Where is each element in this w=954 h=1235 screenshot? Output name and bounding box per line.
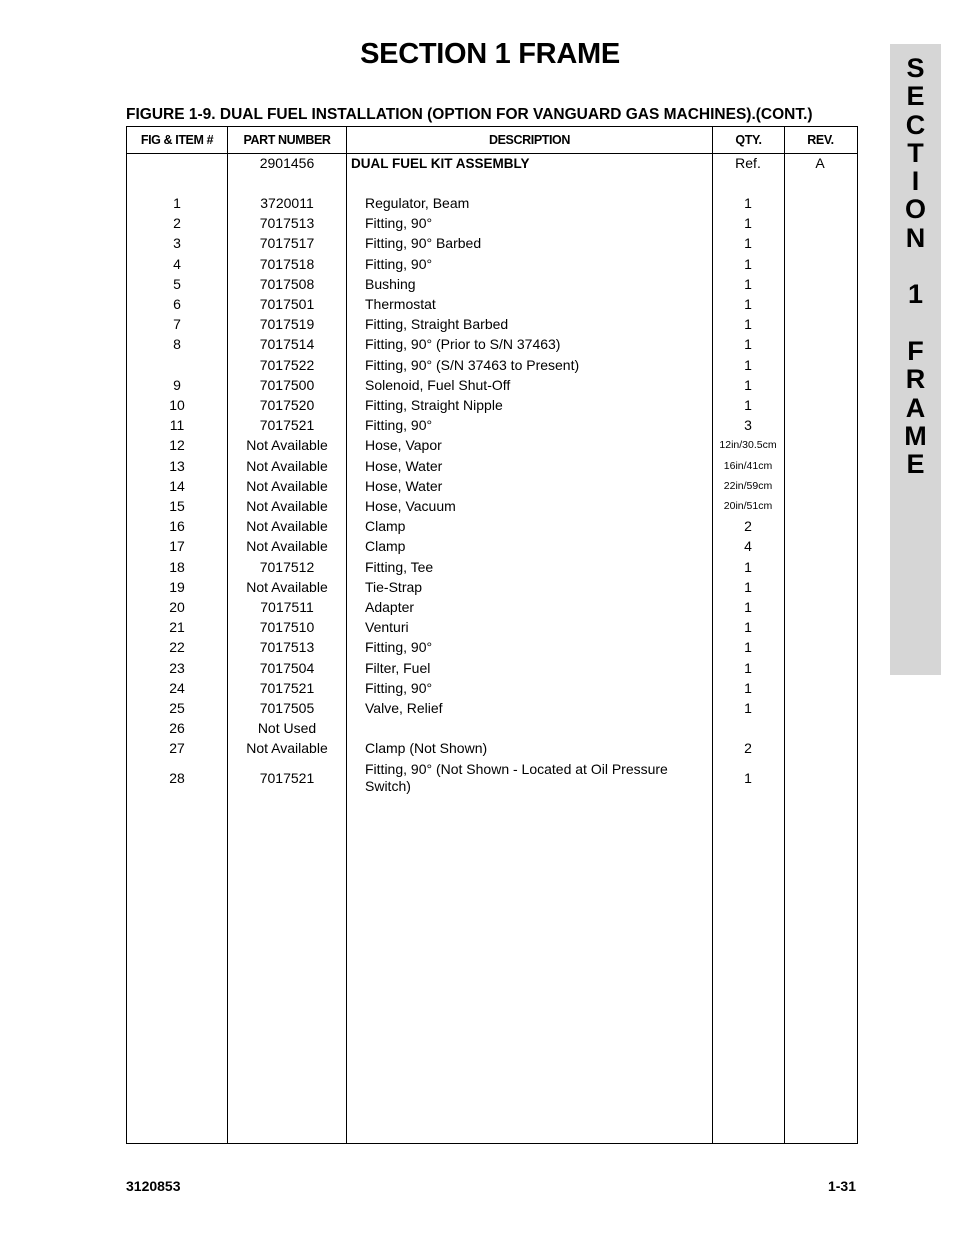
row-qty: 1 <box>744 316 752 333</box>
row-qty: 1 <box>744 275 752 292</box>
row-qty: 1 <box>744 599 752 615</box>
row-item-number: 9 <box>173 376 181 393</box>
row-qty: 1 <box>744 769 752 786</box>
row-part-number: 7017512 <box>259 558 315 575</box>
side-tab-letter: I <box>911 166 920 197</box>
side-tab-letter: F <box>907 335 924 366</box>
figure-caption: FIGURE 1-9. DUAL FUEL INSTALLATION (OPTION FOR VANGUARD GAS MACHINES).(CONT.) <box>126 106 813 123</box>
row-description: Fitting, Straight Nipple <box>365 397 503 413</box>
row-item-number: 8 <box>173 336 181 353</box>
row-description: Fitting, 90° <box>365 417 433 434</box>
column-header-qty: QTY. <box>735 133 762 147</box>
row-description: Clamp <box>365 518 406 535</box>
row-item-number: 5 <box>173 275 181 292</box>
kit-part-number: 2901456 <box>259 155 315 171</box>
kit-rev: A <box>815 155 825 171</box>
kit-description: DUAL FUEL KIT ASSEMBLY <box>351 156 530 171</box>
column-header-description: DESCRIPTION <box>488 133 571 147</box>
row-description: Solenoid, Fuel Shut-Off <box>365 376 511 393</box>
row-qty: 1 <box>744 679 752 696</box>
row-part-number: Not Used <box>257 720 317 737</box>
side-tab-letter: E <box>906 81 925 112</box>
row-item-number: 12 <box>169 437 185 454</box>
row-description: Fitting, 90° (Prior to S/N 37463) <box>365 336 561 353</box>
row-description: Fitting, 90° Barbed <box>365 235 482 252</box>
row-qty: 12in/30.5cm <box>719 439 777 452</box>
row-description: Clamp <box>365 538 406 555</box>
row-item-number: 25 <box>169 700 185 716</box>
row-item-number: 15 <box>169 498 185 514</box>
row-qty: 1 <box>744 578 752 595</box>
kit-qty: Ref. <box>735 155 761 171</box>
row-qty: 20in/51cm <box>723 500 773 512</box>
row-part-number: 7017521 <box>259 679 315 696</box>
row-part-number: 7017519 <box>259 316 315 333</box>
row-part-number: 7017521 <box>259 769 315 786</box>
row-qty: 1 <box>744 619 752 636</box>
row-qty: 1 <box>744 296 752 312</box>
row-description: Tie-Strap <box>365 578 423 595</box>
row-part-number: 7017513 <box>259 215 315 232</box>
row-description: Fitting, 90° <box>365 639 433 656</box>
row-description: Valve, Relief <box>365 700 443 716</box>
row-item-number: 24 <box>169 679 185 696</box>
row-part-number: 7017504 <box>259 659 315 676</box>
side-tab-letter: M <box>904 420 927 451</box>
side-tab-letter: N <box>905 222 926 253</box>
row-qty: 1 <box>744 255 752 272</box>
row-item-number: 7 <box>173 316 181 333</box>
row-qty: 1 <box>744 639 752 656</box>
row-item-number: 22 <box>169 639 185 656</box>
row-description: Venturi <box>365 619 409 636</box>
row-item-number: 1 <box>173 195 181 211</box>
row-description: Fitting, 90° <box>365 215 433 232</box>
row-description: Bushing <box>365 275 416 292</box>
side-tab-gap <box>912 309 920 337</box>
column-header-rev: REV. <box>807 133 834 147</box>
row-part-number: 7017511 <box>260 599 314 615</box>
row-item-number: 20 <box>169 599 185 615</box>
page-title: SECTION 1 FRAME <box>360 38 620 70</box>
row-description: Hose, Water <box>365 457 443 474</box>
row-part-number: 7017518 <box>259 255 315 272</box>
section-side-tab <box>890 44 941 675</box>
row-part-number: Not Available <box>246 498 328 514</box>
row-description: Adapter <box>365 599 415 615</box>
row-item-number: 18 <box>169 558 185 575</box>
row-item-number: 21 <box>169 619 185 636</box>
row-item-number: 27 <box>169 740 185 757</box>
side-tab-letter: E <box>906 449 925 480</box>
row-qty: 3 <box>744 417 752 434</box>
row-qty: 2 <box>744 518 752 535</box>
row-description: Filter, Fuel <box>365 659 431 676</box>
row-qty: 22in/59cm <box>723 479 773 492</box>
row-description: Hose, Vacuum <box>365 498 456 514</box>
row-description: Hose, Vapor <box>365 437 442 454</box>
side-tab-letter: T <box>907 137 924 168</box>
row-qty: 1 <box>744 195 752 211</box>
row-item-number: 17 <box>169 538 185 555</box>
row-part-number: 7017510 <box>259 619 315 636</box>
row-part-number: 7017513 <box>259 639 315 656</box>
parts-table <box>126 126 858 1144</box>
row-description: Clamp (Not Shown) <box>365 740 488 757</box>
side-tab-letter: R <box>905 364 926 395</box>
row-qty: 1 <box>744 659 752 676</box>
row-item-number: 19 <box>169 578 185 595</box>
row-part-number: Not Available <box>246 457 328 474</box>
column-divider <box>784 127 785 1143</box>
row-qty: 1 <box>744 376 752 393</box>
row-qty: 1 <box>744 397 752 413</box>
document-number: 3120853 <box>126 1178 181 1194</box>
row-qty: 1 <box>744 356 752 373</box>
row-part-number: Not Available <box>246 538 328 555</box>
row-qty: 4 <box>744 538 752 555</box>
row-description: Thermostat <box>365 296 436 312</box>
row-item-number: 2 <box>173 215 181 232</box>
side-tab-label <box>890 54 941 478</box>
row-item-number: 16 <box>169 518 185 535</box>
row-description: Fitting, 90° (Not Shown - Located at Oil Pressure Switch) <box>365 760 668 794</box>
row-part-number: 7017508 <box>259 275 315 292</box>
row-part-number: 7017500 <box>259 376 315 393</box>
row-item-number: 10 <box>169 397 185 413</box>
row-item-number: 13 <box>169 457 185 474</box>
row-description: Regulator, Beam <box>365 195 470 211</box>
row-part-number: 7017521 <box>259 417 315 434</box>
row-part-number: 3720011 <box>260 195 314 211</box>
page-number: 1-31 <box>827 1178 856 1194</box>
row-description: Hose, Water <box>365 477 443 494</box>
row-part-number: 7017501 <box>259 296 315 312</box>
row-part-number: Not Available <box>246 477 328 494</box>
row-item-number: 6 <box>173 296 181 312</box>
side-tab-letter: A <box>905 392 926 423</box>
row-description: Fitting, Tee <box>365 558 434 575</box>
row-description: Fitting, 90° <box>365 679 433 696</box>
row-description: Fitting, 90° <box>365 255 433 272</box>
row-qty: 16in/41cm <box>723 459 773 472</box>
row-item-number: 3 <box>173 235 181 252</box>
row-item-number: 11 <box>169 417 185 434</box>
column-header-part-number: PART NUMBER <box>243 133 331 147</box>
column-header-item: FIG & ITEM # <box>140 133 214 147</box>
row-description: Fitting, Straight Barbed <box>365 316 509 333</box>
row-qty: 1 <box>744 235 752 252</box>
row-part-number: Not Available <box>246 437 328 454</box>
row-part-number: 7017505 <box>259 700 315 716</box>
row-part-number: Not Available <box>246 740 328 757</box>
header-divider <box>127 153 857 154</box>
row-part-number: 7017522 <box>259 356 315 373</box>
row-qty: 1 <box>744 700 752 716</box>
row-part-number: Not Available <box>246 578 328 595</box>
side-tab-letter: C <box>905 109 926 140</box>
row-item-number: 14 <box>169 477 185 494</box>
side-tab-letter: O <box>904 194 926 225</box>
row-qty: 1 <box>744 336 752 353</box>
side-tab-gap <box>912 252 920 280</box>
row-part-number: 7017514 <box>259 336 315 353</box>
row-description: Fitting, 90° (S/N 37463 to Present) <box>365 356 580 373</box>
row-qty: 1 <box>744 558 752 575</box>
row-part-number: Not Available <box>246 518 328 535</box>
row-item-number: 23 <box>169 659 185 676</box>
column-divider <box>346 127 347 1143</box>
row-part-number: 7017520 <box>259 397 315 413</box>
side-tab-letter: 1 <box>907 279 924 310</box>
row-item-number: 4 <box>173 255 181 272</box>
row-part-number: 7017517 <box>259 235 315 252</box>
row-qty: 1 <box>744 215 752 232</box>
row-item-number: 26 <box>169 720 185 737</box>
side-tab-letter: S <box>906 53 925 83</box>
row-qty: 2 <box>744 740 752 757</box>
row-item-number: 28 <box>169 769 185 786</box>
